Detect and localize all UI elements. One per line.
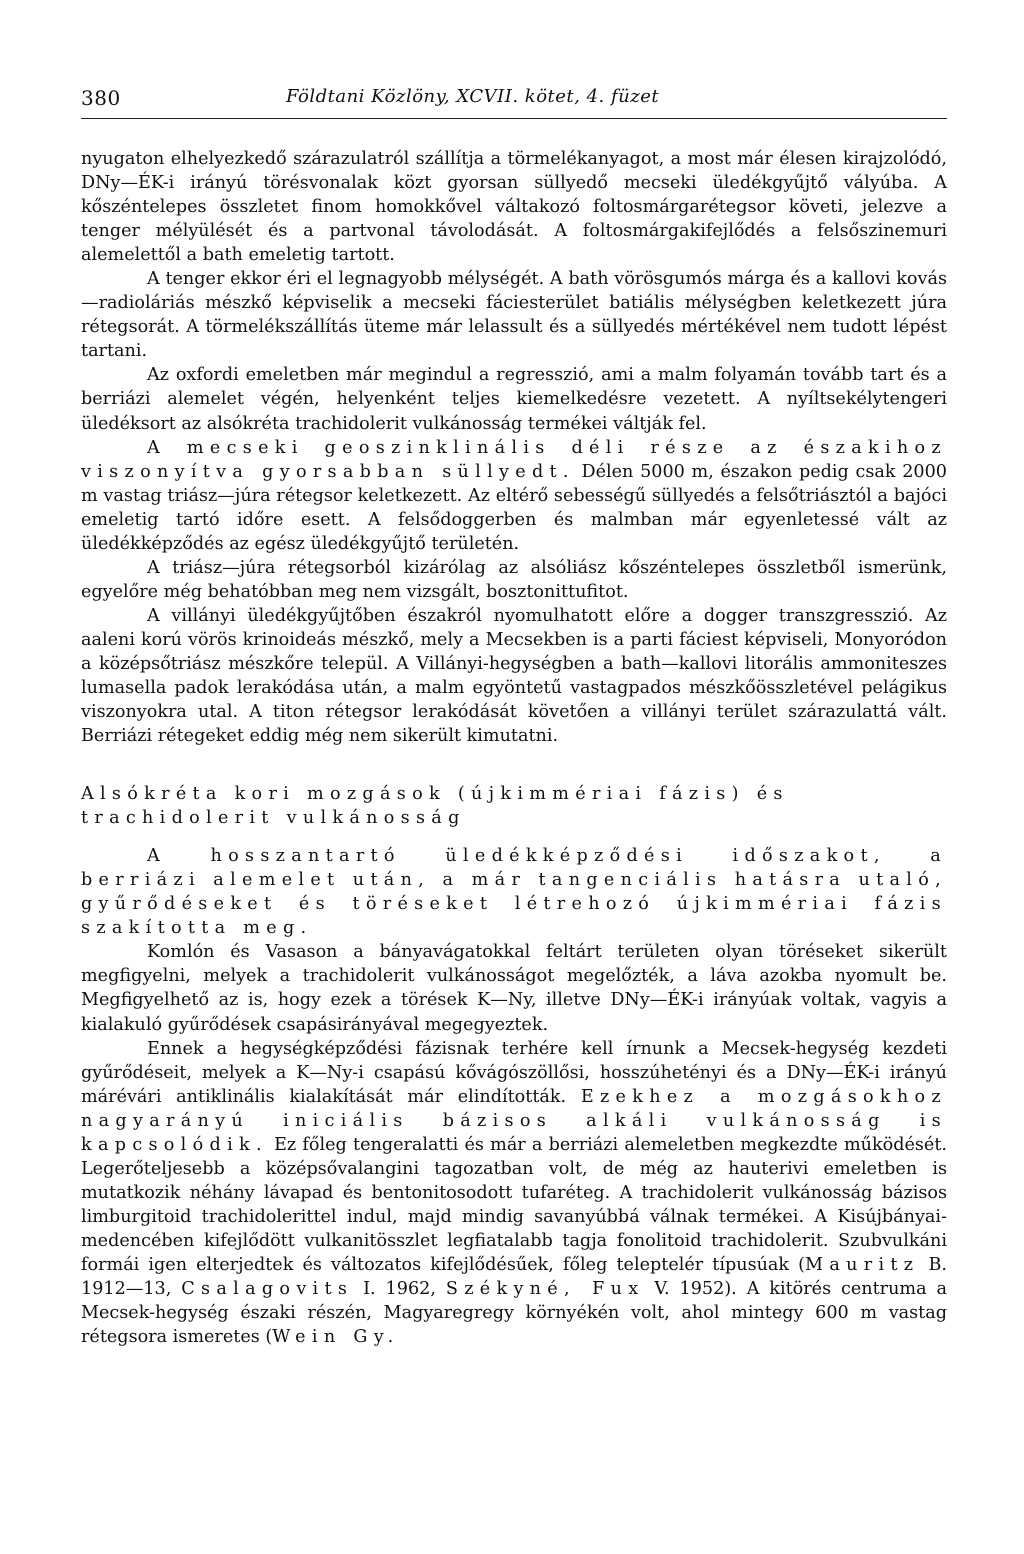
author-name: Csalagovits [181,1279,354,1300]
running-head: Földtani Közlöny, XCVII. kötet, 4. füzet [286,86,660,107]
paragraph: A triász—júra rétegsorból kizárólag az alsóliász kőszéntelepes összletből ismerünk, egyelőre még behatóbban meg nem vizsgált, bosztonittufitot. [81,557,947,602]
paragraph: A tenger ekkor éri el legnagyobb mélységét. A bath vörösgumós márga és a kallovi kovás—radioláriás mészkő képviselik a mecseki fáciesterület batiális mélységben keletkezett júra rétegsorát. A törmelékszállítás üteme már lelassult és a süllyedés mértékével nem tudott lépést tartani. [81,269,947,362]
paragraph [81,436,947,556]
paragraph-text: Ennek a hegységképződési fázisnak terhére kell írnunk a Mecsek-hegység kezdeti gyűrődéseit, melyek a K—Ny-i csapású kővágószöllősi, hosszúhetényi és a DNy—ÉK-i irányú márévári antiklinális kialakítását már elindították. [81,1038,947,1107]
emphasized-text: Ezekhez a mozgásokhoz nagyarányú iniciális bázisos alkáli vulkánosság is kapcsolódik. [81,1086,947,1155]
author-name: Mauritz [805,1254,920,1275]
paragraph-text: I. 1962, [353,1279,446,1300]
paragraph: Az oxfordi emeletben már megindul a regresszió, ami a malm folyamán tovább tart és a berriázi alemelet végén, helyenként teljes kiemelkedésre vezetett. A nyíltsekélytengeri üledéksort az alsókréta trachidolerit vulkánosság termékei váltják fel. [81,365,947,434]
paragraph [81,844,947,940]
page-header [81,76,947,119]
paragraph-text: Ez főleg tengeralatti és már a berriázi alemeletben megkezdte működését. Legerőteljesebb a középsővalangini tagozatban volt, de még az hauterivi emeletben is mutatkozik néhány lávapad és bentonitosodott tufaréteg. A trachidolerit vulkánosság bázisos limburgitoid trachidolerittel indul, majd mindig savanyúbbá válnak termékei. A Kisújbányai-medencében kifejlődött vulkanitösszlet legfiatalabb tagja fonolitoid trachidolerit. Szubvulkáni formái igen elterjedtek és változatos kifejlődésűek, főleg teleptelér típusúak ( [81,1134,947,1275]
paragraph-text: B. 1912—13, [81,1254,947,1300]
paragraph-text: Délen 5000 m, északon pedig csak 2000 m vastag triász—júra rétegsor keletkezett. Az eltérő sebességű süllyedés a felsőtriásztól a bajóci emeletig tartó időre esett. A felsődoggerben és malmban már egyenletessé vált az üledékképződés az egész üledékgyűjtő területén. [81,461,947,554]
paragraph: Komlón és Vasason a bányavágatokkal feltárt területen olyan töréseket sikerült megfigyelni, melyek a trachidolerit vulkánosságot megelőzték, a láva azokba nyomult be. Megfigyelhető az is, hogy ezek a törések K—Ny, illetve DNy—ÉK-i irányúak voltak, vagyis a kialakuló gyűrődések csapásirányával megegyeztek. [81,942,947,1035]
paragraph: A villányi üledékgyűjtőben északról nyomulhatott előre a dogger transzgresszió. Az aaleni korú vörös krinoideás mészkő, mely a Mecsekben is a parti fáciest képviseli, Monyoródon a középsőtriász mészkőre települ. A Villányi-hegységben a bath—kallovi litorális ammoniteszes lumasella padok lerakódása után, a malm egyöntetű vastagpados mészkőösszletével pelágikus viszonyokra utal. A titon rétegsor lerakódását követően a villányi terület szárazulattá vált. Berriázi rétegeket eddig még nem sikerült kimutatni. [81,605,947,747]
emphasized-text: A mecseki geoszinklinális déli része az északihoz viszonyítva gyorsabban süllyedt. [81,437,947,482]
emphasized-text: A hosszantartó üledékképződési időszakot, a berriázi alemelet után, a már tangenciális hatásra utaló, gyűrődéseket és töréseket létrehozó újkimmériai fázis szakította meg. [81,846,947,939]
paragraph [81,1037,947,1350]
page [81,76,947,1349]
page-number: 380 [81,86,121,110]
author-name: Székyné, Fux [445,1279,645,1300]
section-heading: Alsókréta kori mozgások (újkimmériai fázis) és trachidolerit vulkánosság [81,784,789,829]
paragraph-continued: nyugaton elhelyezkedő szárazulatról szállítja a törmelékanyagot, a most már élesen kirajzolódó, DNy—ÉK-i irányú törésvonalak közt gyorsan süllyedő mecseki üledékgyűjtő vályúba. A kőszéntelepes összletet finom homokkővel váltakozó foltosmárgarétegsor követi, jelezve a tenger mélyülését és a partvonal távolodását. A foltosmárgakifejlődés a felsőszinemuri alemelettől a bath emeletig tartott. [81,149,947,266]
author-name: Wein Gy. [272,1327,400,1348]
paragraph-text: V. 1952). A kitörés centruma a Mecsek-hegység északi részén, Magyaregregy környékén volt, ahol mintegy 600 m vastag rétegsora ismeretes ( [81,1279,948,1348]
body-text [81,147,947,1349]
